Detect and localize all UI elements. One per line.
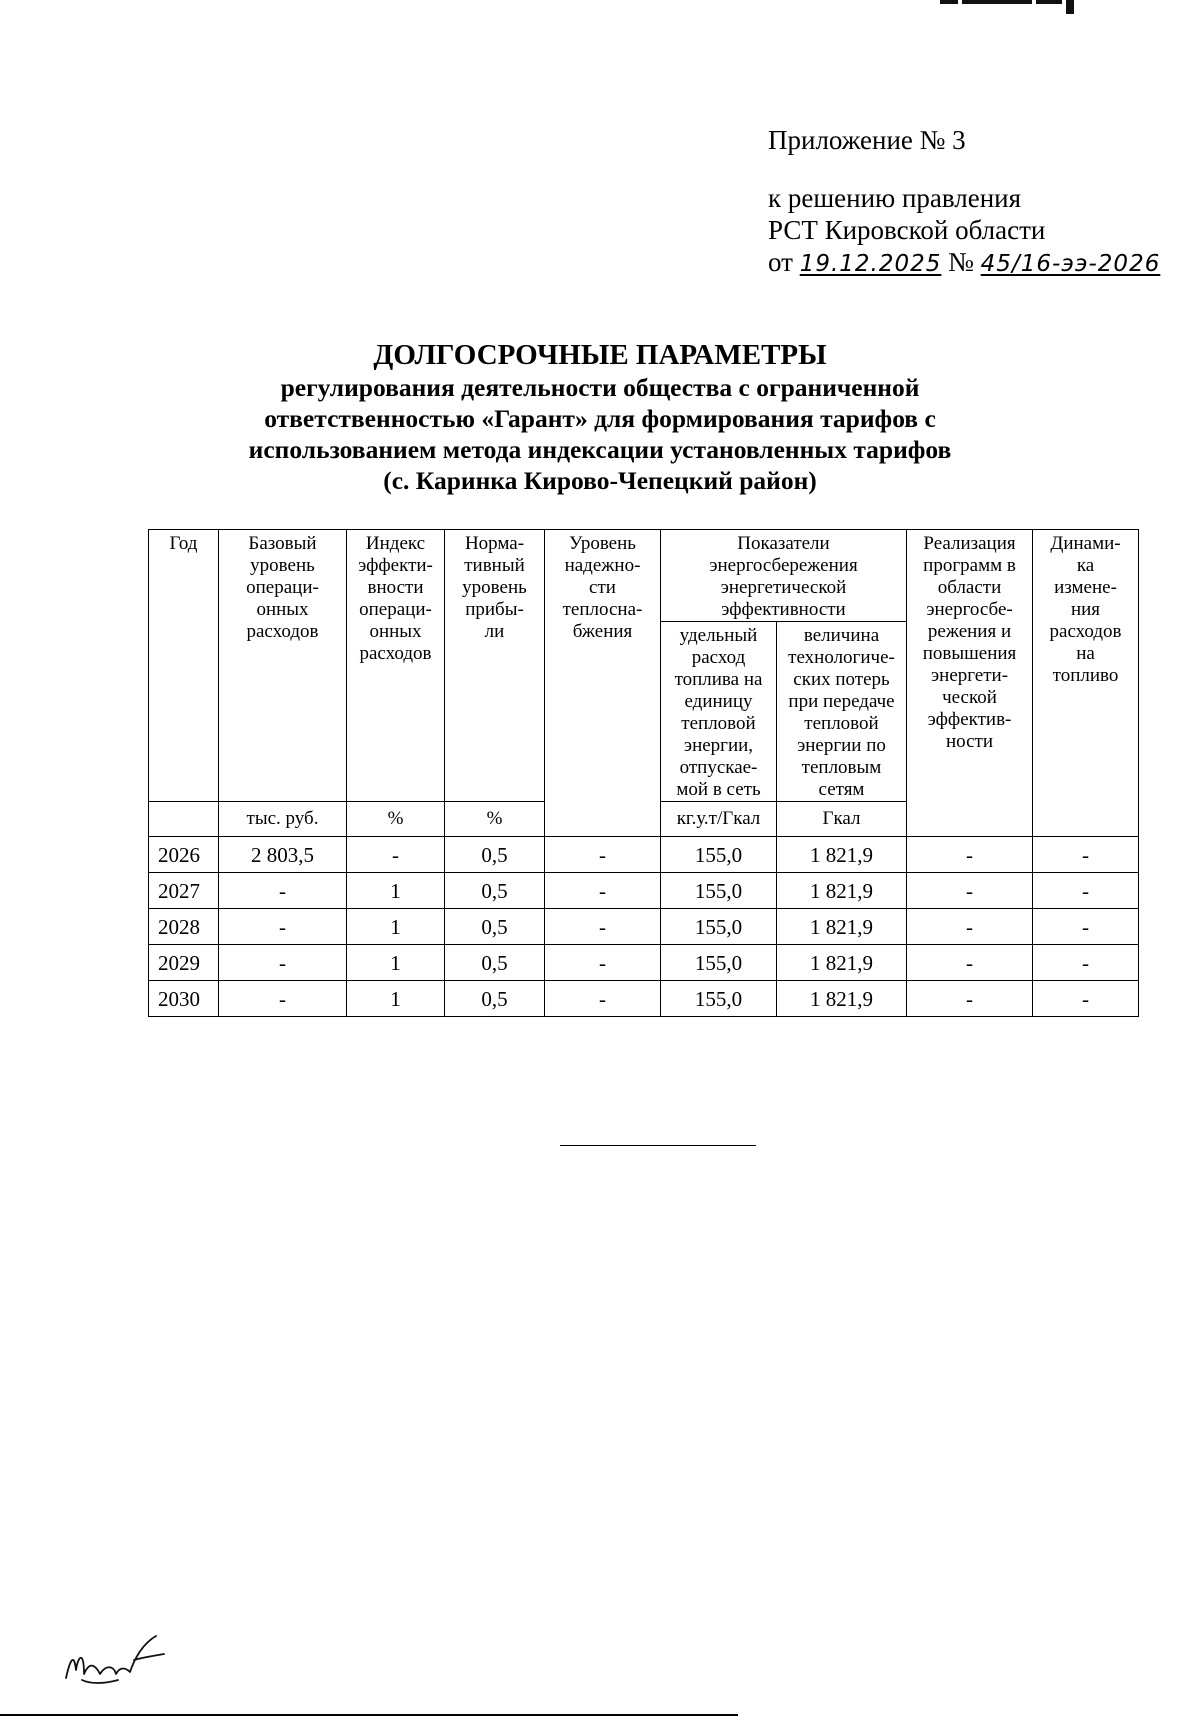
header-line: Норма- <box>464 533 525 554</box>
header-line: программ в <box>923 555 1016 576</box>
cell-programs: - <box>907 837 1033 873</box>
cell-efficiency-index: 1 <box>347 909 445 945</box>
cell-year: 2028 <box>149 909 219 945</box>
header-line: расходов <box>359 643 432 664</box>
cell-efficiency-index: 1 <box>347 981 445 1017</box>
header-line: тепловым <box>801 757 882 778</box>
cell-losses: 1 821,9 <box>777 837 907 873</box>
header-line: ских потерь <box>793 669 890 690</box>
table-row <box>149 873 1139 909</box>
header-line: топлива на <box>674 669 763 690</box>
cell-reliability: - <box>545 909 661 945</box>
cell-year: 2029 <box>149 945 219 981</box>
closing-rule <box>560 1145 756 1146</box>
header-line: топливо <box>1052 665 1119 686</box>
header-line: онных <box>256 599 309 620</box>
header-line: расходов <box>1049 621 1122 642</box>
unit-losses: Гкал <box>777 802 907 837</box>
header-line: при передаче <box>788 691 895 712</box>
cell-base-opex: - <box>219 945 347 981</box>
unit-profit: % <box>445 802 545 837</box>
title-line: (с. Каринка Кирово-Чепецкий район) <box>383 466 817 495</box>
authority-line: РСТ Кировской области <box>768 215 1046 245</box>
header-line: эффекти- <box>358 555 433 576</box>
title-heading: ДОЛГОСРОЧНЫЕ ПАРАМЕТРЫ <box>373 339 827 371</box>
header-line: операци- <box>246 577 319 598</box>
cell-fuel-dynamics: - <box>1033 981 1139 1017</box>
cell-profit: 0,5 <box>445 873 545 909</box>
header-line: тепловой <box>804 713 879 734</box>
header-line: Динами- <box>1050 533 1121 554</box>
header-line: измене- <box>1054 577 1117 598</box>
decision-line: к решению правления <box>768 183 1022 213</box>
unit-efficiency-index: % <box>347 802 445 837</box>
header-line: онных <box>369 621 422 642</box>
header-base-opex <box>219 530 347 802</box>
document-title <box>0 338 1200 496</box>
cell-fuel: 155,0 <box>661 837 777 873</box>
cell-losses: 1 821,9 <box>777 981 907 1017</box>
cell-base-opex: - <box>219 981 347 1017</box>
header-fuel-consumption <box>661 622 777 802</box>
cell-fuel-dynamics: - <box>1033 873 1139 909</box>
header-line: Год <box>169 533 198 554</box>
cell-year: 2026 <box>149 837 219 873</box>
unit-fuel: кг.у.т/Гкал <box>661 802 777 837</box>
cell-base-opex: - <box>219 909 347 945</box>
cell-reliability: - <box>545 873 661 909</box>
cell-losses: 1 821,9 <box>777 873 907 909</box>
header-line: тепловой <box>681 713 756 734</box>
handwritten-date: 19.12.2025 <box>799 251 942 277</box>
cell-losses: 1 821,9 <box>777 945 907 981</box>
header-line: эффектив- <box>927 709 1012 730</box>
header-fuel-dynamics <box>1033 530 1139 837</box>
header-line: режения и <box>927 621 1012 642</box>
header-reliability <box>545 530 661 837</box>
table-row <box>149 981 1139 1017</box>
bottom-edge-line <box>0 1714 738 1716</box>
cell-profit: 0,5 <box>445 909 545 945</box>
cell-losses: 1 821,9 <box>777 909 907 945</box>
header-line: ности <box>945 731 994 752</box>
scan-top-mark <box>940 0 1100 5</box>
header-line: технологиче- <box>788 647 895 668</box>
header-line: операци- <box>359 599 432 620</box>
header-line: расход <box>691 647 746 668</box>
header-line: бжения <box>572 621 633 642</box>
header-line: области <box>937 577 1002 598</box>
header-line: энергии, <box>683 735 754 756</box>
header-line: прибы- <box>465 599 524 620</box>
cell-fuel: 155,0 <box>661 981 777 1017</box>
header-line: энергетической <box>720 577 847 598</box>
cell-fuel: 155,0 <box>661 873 777 909</box>
cell-year: 2027 <box>149 873 219 909</box>
date-prefix: от <box>768 247 793 277</box>
handwritten-signature <box>60 1630 170 1690</box>
header-profit-level <box>445 530 545 802</box>
header-line: сти <box>589 577 616 598</box>
handwritten-decision-number: 45/16-ээ-2026 <box>980 251 1161 277</box>
header-line: удельный <box>679 625 758 646</box>
header-efficiency-index <box>347 530 445 802</box>
cell-efficiency-index: 1 <box>347 873 445 909</box>
cell-reliability: - <box>545 837 661 873</box>
header-line: энергии по <box>797 735 886 756</box>
header-heat-losses <box>777 622 907 802</box>
cell-fuel-dynamics: - <box>1033 945 1139 981</box>
table-row <box>149 837 1139 873</box>
cell-efficiency-index: - <box>347 837 445 873</box>
cell-fuel-dynamics: - <box>1033 837 1139 873</box>
table-row <box>149 945 1139 981</box>
header-line: уровень <box>462 577 527 598</box>
header-line: эффективности <box>721 599 846 620</box>
cell-programs: - <box>907 945 1033 981</box>
header-line: на <box>1076 643 1095 664</box>
header-line: теплосна- <box>562 599 643 620</box>
unit-base-opex: тыс. руб. <box>219 802 347 837</box>
header-line: Показатели <box>737 533 830 554</box>
header-line: Индекс <box>365 533 426 554</box>
cell-fuel-dynamics: - <box>1033 909 1139 945</box>
title-line: регулирования деятельности общества с ограниченной <box>280 373 920 402</box>
cell-efficiency-index: 1 <box>347 945 445 981</box>
cell-profit: 0,5 <box>445 837 545 873</box>
number-sign: № <box>948 247 974 277</box>
header-line: единицу <box>684 691 753 712</box>
header-line: повышения <box>922 643 1017 664</box>
header-energy-indicators <box>661 530 907 622</box>
header-line: уровень <box>250 555 315 576</box>
header-line: отпускае- <box>679 757 758 778</box>
cell-reliability: - <box>545 981 661 1017</box>
header-line: тивный <box>464 555 525 576</box>
cell-fuel: 155,0 <box>661 945 777 981</box>
cell-fuel: 155,0 <box>661 909 777 945</box>
cell-programs: - <box>907 909 1033 945</box>
table-row <box>149 909 1139 945</box>
header-line: величина <box>803 625 880 646</box>
title-line: ответственностью «Гарант» для формирования тарифов с <box>264 404 936 433</box>
header-line: сетям <box>818 779 865 800</box>
cell-programs: - <box>907 981 1033 1017</box>
parameters-table <box>148 529 1139 1017</box>
cell-profit: 0,5 <box>445 981 545 1017</box>
header-line: Уровень <box>569 533 636 554</box>
header-line: энергети- <box>931 665 1009 686</box>
header-year <box>149 530 219 802</box>
appendix-number: Приложение № 3 <box>768 125 966 155</box>
header-line: энергосбе- <box>926 599 1013 620</box>
header-line: расходов <box>246 621 319 642</box>
appendix-block <box>768 124 1160 280</box>
header-line: ка <box>1076 555 1095 576</box>
header-line: мой в сеть <box>676 779 761 800</box>
header-line: вности <box>367 577 424 598</box>
cell-reliability: - <box>545 945 661 981</box>
header-line: Базовый <box>248 533 317 554</box>
title-line: использованием метода индексации установленных тарифов <box>248 435 952 464</box>
date-number-line <box>768 246 1160 280</box>
header-line: надежно- <box>564 555 641 576</box>
header-programs <box>907 530 1033 837</box>
cell-programs: - <box>907 873 1033 909</box>
cell-base-opex: - <box>219 873 347 909</box>
header-line: Реализация <box>923 533 1016 554</box>
header-line: ли <box>484 621 505 642</box>
cell-profit: 0,5 <box>445 945 545 981</box>
header-line: ческой <box>942 687 997 708</box>
header-line: энергосбережения <box>709 555 858 576</box>
header-line: ния <box>1070 599 1101 620</box>
cell-base-opex: 2 803,5 <box>219 837 347 873</box>
unit-cell-empty <box>149 802 219 837</box>
cell-year: 2030 <box>149 981 219 1017</box>
